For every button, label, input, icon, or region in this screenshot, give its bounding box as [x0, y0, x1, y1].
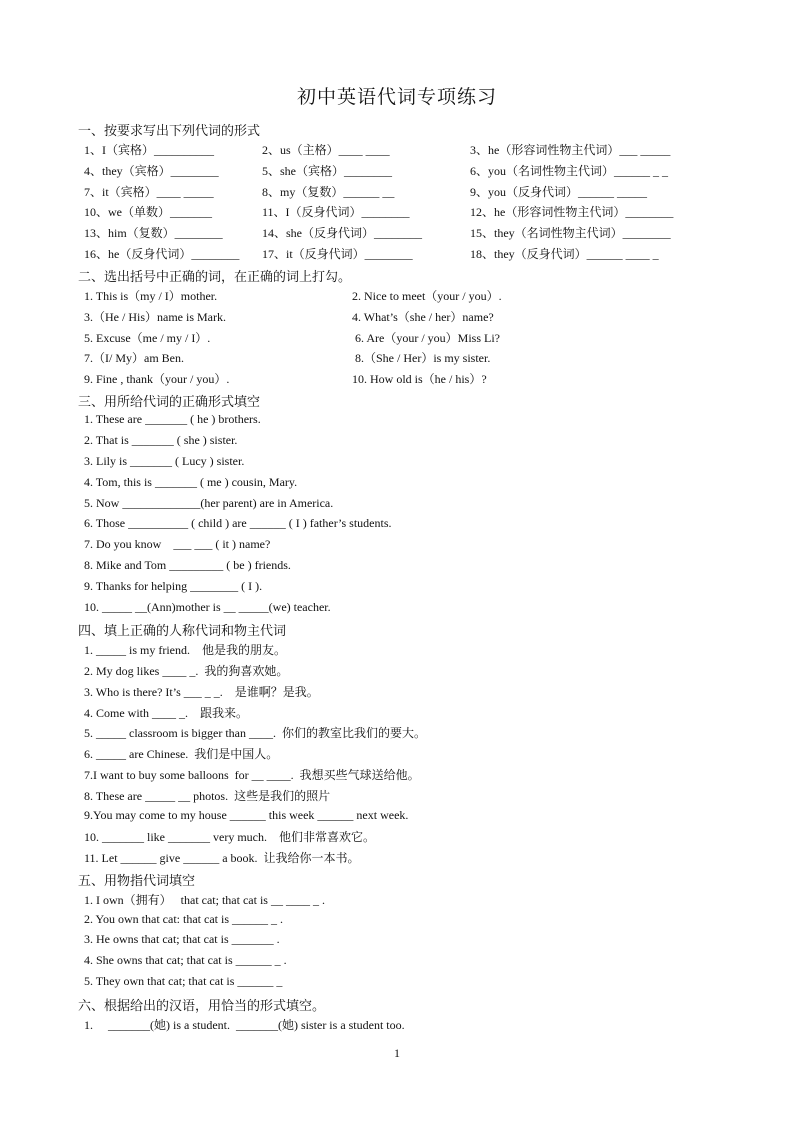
- exercise-line: 3. Who is there? It’s ___ _ _. 是谁啊？是我。: [84, 685, 319, 699]
- exercise-item: 8.（She / Her）is my sister.: [352, 351, 491, 365]
- exercise-item: 6. Are（your / you）Miss Li?: [352, 331, 500, 345]
- exercise-item: 3、he（形容词性物主代词）___ _____: [470, 143, 671, 157]
- exercise-line: 5. Now _____________(her parent) are in America.: [84, 496, 334, 510]
- exercise-item: 17、it（反身代词）________: [262, 247, 413, 261]
- exercise-row: [0, 245, 794, 265]
- exercise-item: 13、him（复数）________: [84, 226, 223, 240]
- exercise-item: 10. How old is（he / his）?: [352, 372, 487, 386]
- exercise-row: [0, 183, 794, 203]
- exercise-line: 3. Lily is _______ ( Lucy ) sister.: [84, 454, 245, 468]
- exercise-item: 14、she（反身代词）________: [262, 226, 422, 240]
- section-heading-4: 四、填上正确的人称代词和物主代词: [78, 623, 287, 638]
- exercise-item: 16、he（反身代词）________: [84, 247, 240, 261]
- exercise-row: [0, 203, 794, 223]
- exercise-item: 5. Excuse（me / my / I）.: [84, 331, 211, 345]
- exercise-line: 10. _______ like _______ very much. 他们非常喜欢它。: [84, 830, 375, 844]
- exercise-item: 12、he（形容词性物主代词）________: [470, 205, 674, 219]
- exercise-item: 9. Fine , thank（your / you）.: [84, 372, 230, 386]
- exercise-item: 2、us（主格）____ ____: [262, 143, 390, 157]
- exercise-item: 7.（I/ My）am Ben.: [84, 351, 184, 365]
- exercise-line: 3. He owns that cat; that cat is _______ .: [84, 932, 280, 946]
- exercise-line: 9. Thanks for helping ________ ( I ).: [84, 579, 263, 593]
- exercise-row: [0, 287, 794, 307]
- exercise-row: [0, 349, 794, 369]
- exercise-line: 6. Those __________ ( child ) are ______ ( I ) father’s students.: [84, 516, 392, 530]
- exercise-row: [0, 141, 794, 161]
- exercise-item: 6、you（名词性物主代词）______ _ _: [470, 164, 669, 178]
- exercise-item: 8、my（复数）______ __: [262, 185, 395, 199]
- exercise-line: 8. These are _____ __ photos. 这些是我们的照片: [84, 789, 331, 803]
- exercise-line: 9.You may come to my house ______ this week ______ next week.: [84, 808, 409, 822]
- exercise-item: 5、she（宾格）________: [262, 164, 392, 178]
- exercise-row: [0, 370, 794, 390]
- exercise-row: [0, 162, 794, 182]
- exercise-item: 1. This is（my / I）mother.: [84, 289, 218, 303]
- exercise-line: 1. These are _______ ( he ) brothers.: [84, 412, 261, 426]
- exercise-line: 5. They own that cat; that cat is ______ _: [84, 974, 283, 988]
- section-heading-1: 一、按要求写出下列代词的形式: [78, 123, 261, 138]
- exercise-line: 2. That is _______ ( she ) sister.: [84, 433, 238, 447]
- section-heading-3: 三、用所给代词的正确形式填空: [78, 394, 261, 409]
- exercise-item: 4、they（宾格）________: [84, 164, 219, 178]
- exercise-item: 3.（He / His）name is Mark.: [84, 310, 226, 324]
- exercise-row: [0, 224, 794, 244]
- exercise-row: [0, 308, 794, 328]
- page-number: 1: [394, 1046, 400, 1060]
- exercise-item: 18、they（反身代词）______ ____ _: [470, 247, 659, 261]
- exercise-line: 4. Come with ____ _. 跟我来。: [84, 706, 248, 720]
- exercise-item: 11、I（反身代词）________: [262, 205, 410, 219]
- exercise-item: 10、we（单数）_______: [84, 205, 212, 219]
- exercise-item: 1、I（宾格）__________: [84, 143, 214, 157]
- exercise-line: 1. I own（拥有） that cat; that cat is __ ____ _ .: [84, 893, 325, 907]
- exercise-line: 6. _____ are Chinese. 我们是中国人。: [84, 747, 279, 761]
- exercise-line: 8. Mike and Tom _________ ( be ) friends.: [84, 558, 291, 572]
- exercise-line: 10. _____ __(Ann)mother is __ _____(we) teacher.: [84, 600, 331, 614]
- exercise-item: 15、they（名词性物主代词）________: [470, 226, 671, 240]
- exercise-item: 7、it（宾格）____ _____: [84, 185, 214, 199]
- exercise-line: 1. _____ is my friend. 他是我的朋友。: [84, 643, 286, 657]
- exercise-line: 1. _______(她) is a student. _______(她) sister is a student too.: [84, 1018, 405, 1032]
- exercise-line: 11. Let ______ give ______ a book. 让我给你一本书。: [84, 851, 360, 865]
- exercise-line: 7. Do you know ___ ___ ( it ) name?: [84, 537, 271, 551]
- exercise-line: 5. _____ classroom is bigger than ____. 你们的教室比我们的要大。: [84, 726, 426, 740]
- exercise-item: 4. What’s（she / her）name?: [352, 310, 494, 324]
- exercise-row: [0, 329, 794, 349]
- exercise-item: 9、you（反身代词）______ _____: [470, 185, 648, 199]
- exercise-item: 2. Nice to meet（your / you）.: [352, 289, 502, 303]
- exercise-line: 2. My dog likes ____ _. 我的狗喜欢她。: [84, 664, 289, 678]
- page-title: 初中英语代词专项练习: [296, 87, 497, 108]
- section-heading-6: 六、根据给出的汉语，用恰当的形式填空。: [78, 998, 326, 1013]
- exercise-line: 2. You own that cat: that cat is ______ _ .: [84, 912, 283, 926]
- exercise-line: 4. She owns that cat; that cat is ______ _ .: [84, 953, 287, 967]
- section-heading-2: 二、选出括号中正确的词，在正确的词上打勾。: [78, 269, 352, 284]
- exercise-line: 7.I want to buy some balloons for __ ____. 我想买些气球送给他。: [84, 768, 420, 782]
- section-heading-5: 五、用物指代词填空: [78, 873, 196, 888]
- exercise-line: 4. Tom, this is _______ ( me ) cousin, Mary.: [84, 475, 298, 489]
